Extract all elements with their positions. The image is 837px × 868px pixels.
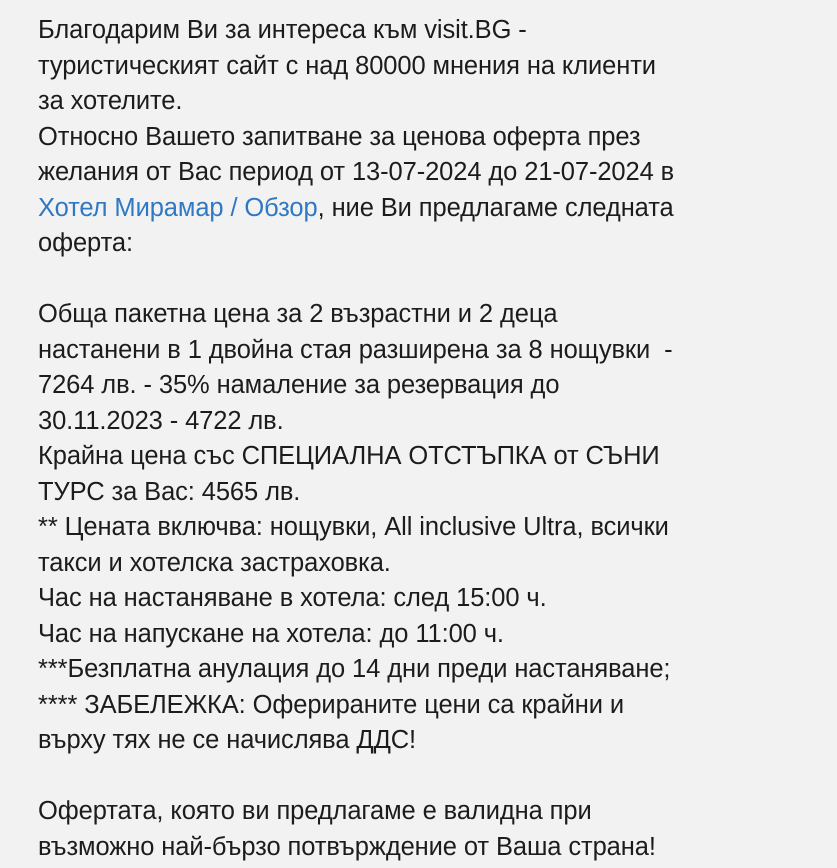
spacer [38,262,818,298]
intro-line-3: за хотелите. [38,87,183,115]
offer-line-7: ** Цената включва: нощувки, All inclusive Ultra, всички [38,513,669,541]
offer-line-5: Крайна цена със СПЕЦИАЛНА ОТСТЪПКА от СЪНИ [38,442,660,470]
offer-line-9: Час на настаняване в хотела: след 15:00 ч. [38,584,547,612]
offer-line-6: ТУРС за Вас: 4565 лв. [38,477,301,506]
offer-line-13: върху тях не се начислява ДДС! [38,726,417,754]
request-line-3 [38,191,818,227]
offer-line-4: 30.11.2023 - 4722 лв. [38,406,284,435]
offer-line-3: 7264 лв. - 35% намаление за резервация до [38,371,560,399]
request-line-3-rest: , ние Ви предлагаме следната [317,193,674,222]
closing-line-1: Офертата, която ви предлагаме е валидна при [38,797,592,825]
offer-line-8: такси и хотелска застраховка. [38,548,391,577]
intro-line-2: туристическият сайт с над 80000 мнения на клиенти [38,51,656,80]
closing-line-2: възможно най-бързо потвърждение от Ваша страна! [38,832,656,861]
offer-line-10: Час на напускане на хотела: до 11:00 ч. [38,619,504,648]
request-line-1: Относно Вашето запитване за ценова оферта през [38,122,641,151]
request-line-2: желания от Вас период от 13-07-2024 до 21-07-2024 в [38,158,675,186]
spacer [38,759,818,795]
offer-line-1: Обща пакетна цена за 2 възрастни и 2 деца [38,300,558,328]
offer-line-2: настанени в 1 двойна стая разширена за 8 нощувки - [38,335,673,364]
request-line-4: оферта: [38,229,133,257]
message-body [38,13,818,865]
intro-line-1: Благодарим Ви за интереса към visit.BG - [38,16,527,44]
offer-line-12: **** ЗАБЕЛЕЖКА: Оферираните цени са крайни и [38,690,624,719]
offer-line-11: ***Безплатна анулация до 14 дни преди настаняване; [38,655,671,683]
hotel-link[interactable]: Хотел Мирамар / Обзор [38,193,318,222]
